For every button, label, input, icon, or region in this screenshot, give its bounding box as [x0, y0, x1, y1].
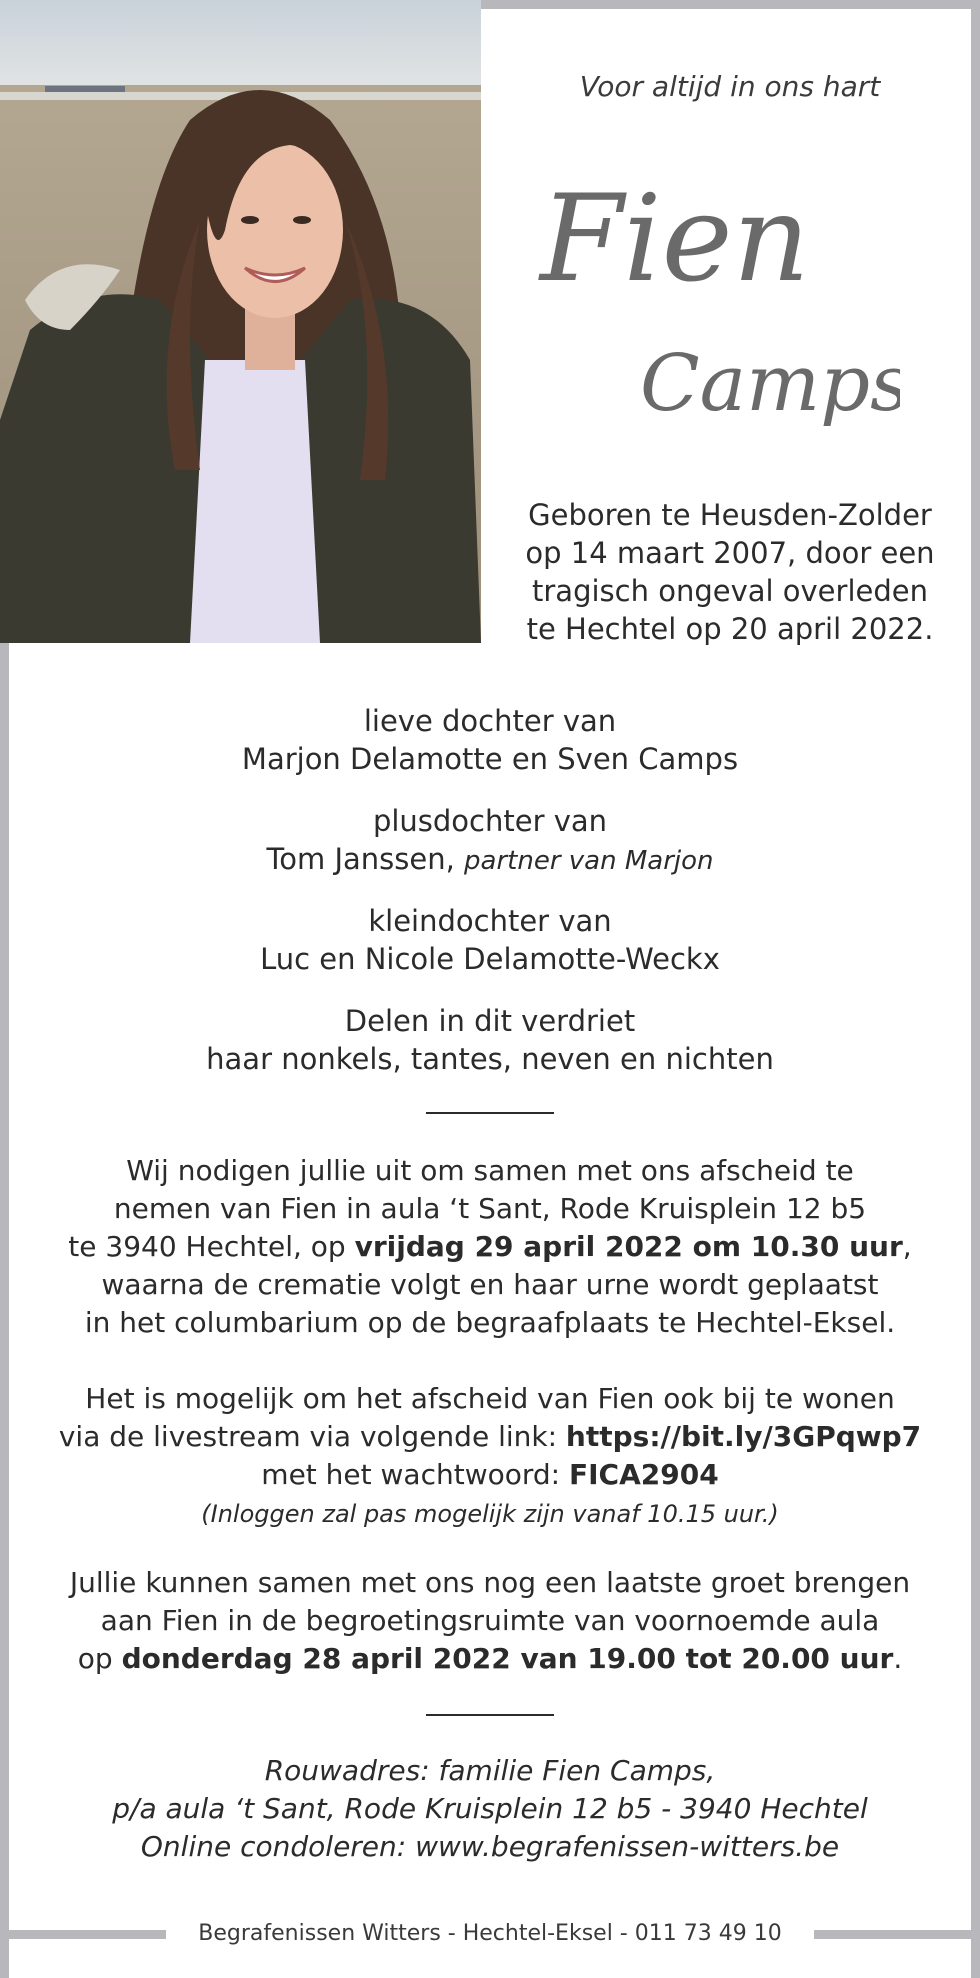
- birth-line: tragisch ongeval overleden: [532, 574, 928, 608]
- birth-info: [500, 496, 960, 648]
- family-block-parents: [0, 702, 980, 778]
- mourning-address: [40, 1752, 940, 1866]
- invitation-line: Wij nodigen jullie uit om samen met ons afscheid te: [126, 1154, 854, 1187]
- divider: [426, 1714, 554, 1716]
- livestream-link[interactable]: https://bit.ly/3GPqwp7: [565, 1420, 922, 1453]
- family-title: lieve dochter van: [363, 704, 617, 738]
- livestream-line: Het is mogelijk om het afscheid van Fien ook bij te wonen: [85, 1382, 895, 1415]
- livestream-note: (Inloggen zal pas mogelijk zijn vanaf 10.15 uur.): [201, 1500, 779, 1528]
- birth-line: Geboren te Heusden-Zolder: [528, 498, 932, 532]
- invitation-line: waarna de crematie volgt en haar urne wordt geplaatst: [101, 1268, 879, 1301]
- family-title: Delen in dit verdriet: [344, 1004, 636, 1038]
- family-title: plusdochter van: [372, 804, 608, 838]
- divider: [426, 1112, 554, 1114]
- birth-line: op 14 maart 2007, door een: [525, 536, 935, 570]
- ceremony-date: vrijdag 29 april 2022 om 10.30 uur: [354, 1230, 903, 1263]
- family-block-grandparents: [0, 902, 980, 978]
- livestream-password: FICA2904: [569, 1458, 719, 1491]
- family-title: kleindochter van: [368, 904, 612, 938]
- footer-text: Begrafenissen Witters - Hechtel-Eksel - 011 73 49 10: [198, 1921, 782, 1946]
- address-line: p/a aula ‘t Sant, Rode Kruisplein 12 b5 - 3940 Hechtel: [112, 1792, 868, 1825]
- footer-rule-right: [814, 1930, 980, 1939]
- family-names: haar nonkels, tantes, neven en nichten: [206, 1042, 774, 1076]
- birth-line: te Hechtel op 20 april 2022.: [526, 612, 934, 646]
- family-note: partner van Marjon: [464, 846, 714, 876]
- livestream-line: met het wachtwoord: FICA2904: [261, 1458, 719, 1491]
- livestream-line: via de livestream via volgende link: https://bit.ly/3GPqwp7: [58, 1420, 922, 1453]
- invitation-line: te 3940 Hechtel, op vrijdag 29 april 2022 om 10.30 uur,: [68, 1230, 912, 1263]
- greeting-line: Jullie kunnen samen met ons nog een laatste groet brengen: [69, 1566, 911, 1599]
- deceased-name: [520, 160, 900, 464]
- invitation-line: in het columbarium op de begraafplaats te Hechtel-Eksel.: [84, 1306, 896, 1339]
- greeting-paragraph: [40, 1564, 940, 1678]
- last-name: Camps: [640, 339, 900, 429]
- family-block-stepparent: [0, 802, 980, 880]
- family-block-relatives: [0, 1002, 980, 1078]
- livestream-paragraph: [40, 1380, 940, 1533]
- address-line: Rouwadres: familie Fien Camps,: [264, 1754, 716, 1787]
- invitation-paragraph: [40, 1152, 940, 1342]
- family-names: Tom Janssen,: [266, 842, 455, 876]
- greeting-date: donderdag 28 april 2022 van 19.00 tot 20.00 uur: [121, 1642, 894, 1675]
- footer-rule-left: [0, 1930, 166, 1939]
- family-names: Marjon Delamotte en Sven Camps: [241, 742, 739, 776]
- greeting-line: aan Fien in de begroetingsruimte van voornoemde aula: [100, 1604, 880, 1637]
- family-names: Luc en Nicole Delamotte-Weckx: [260, 942, 720, 976]
- invitation-line: nemen van Fien in aula ‘t Sant, Rode Kruisplein 12 b5: [113, 1192, 867, 1225]
- condolence-link[interactable]: Online condoleren: www.begrafenissen-witters.be: [140, 1830, 840, 1863]
- greeting-line: op donderdag 28 april 2022 van 19.00 tot 20.00 uur.: [77, 1642, 903, 1675]
- tagline: Voor altijd in ons hart: [579, 70, 881, 103]
- portrait-photo: [0, 0, 481, 643]
- first-name: Fien: [540, 170, 810, 309]
